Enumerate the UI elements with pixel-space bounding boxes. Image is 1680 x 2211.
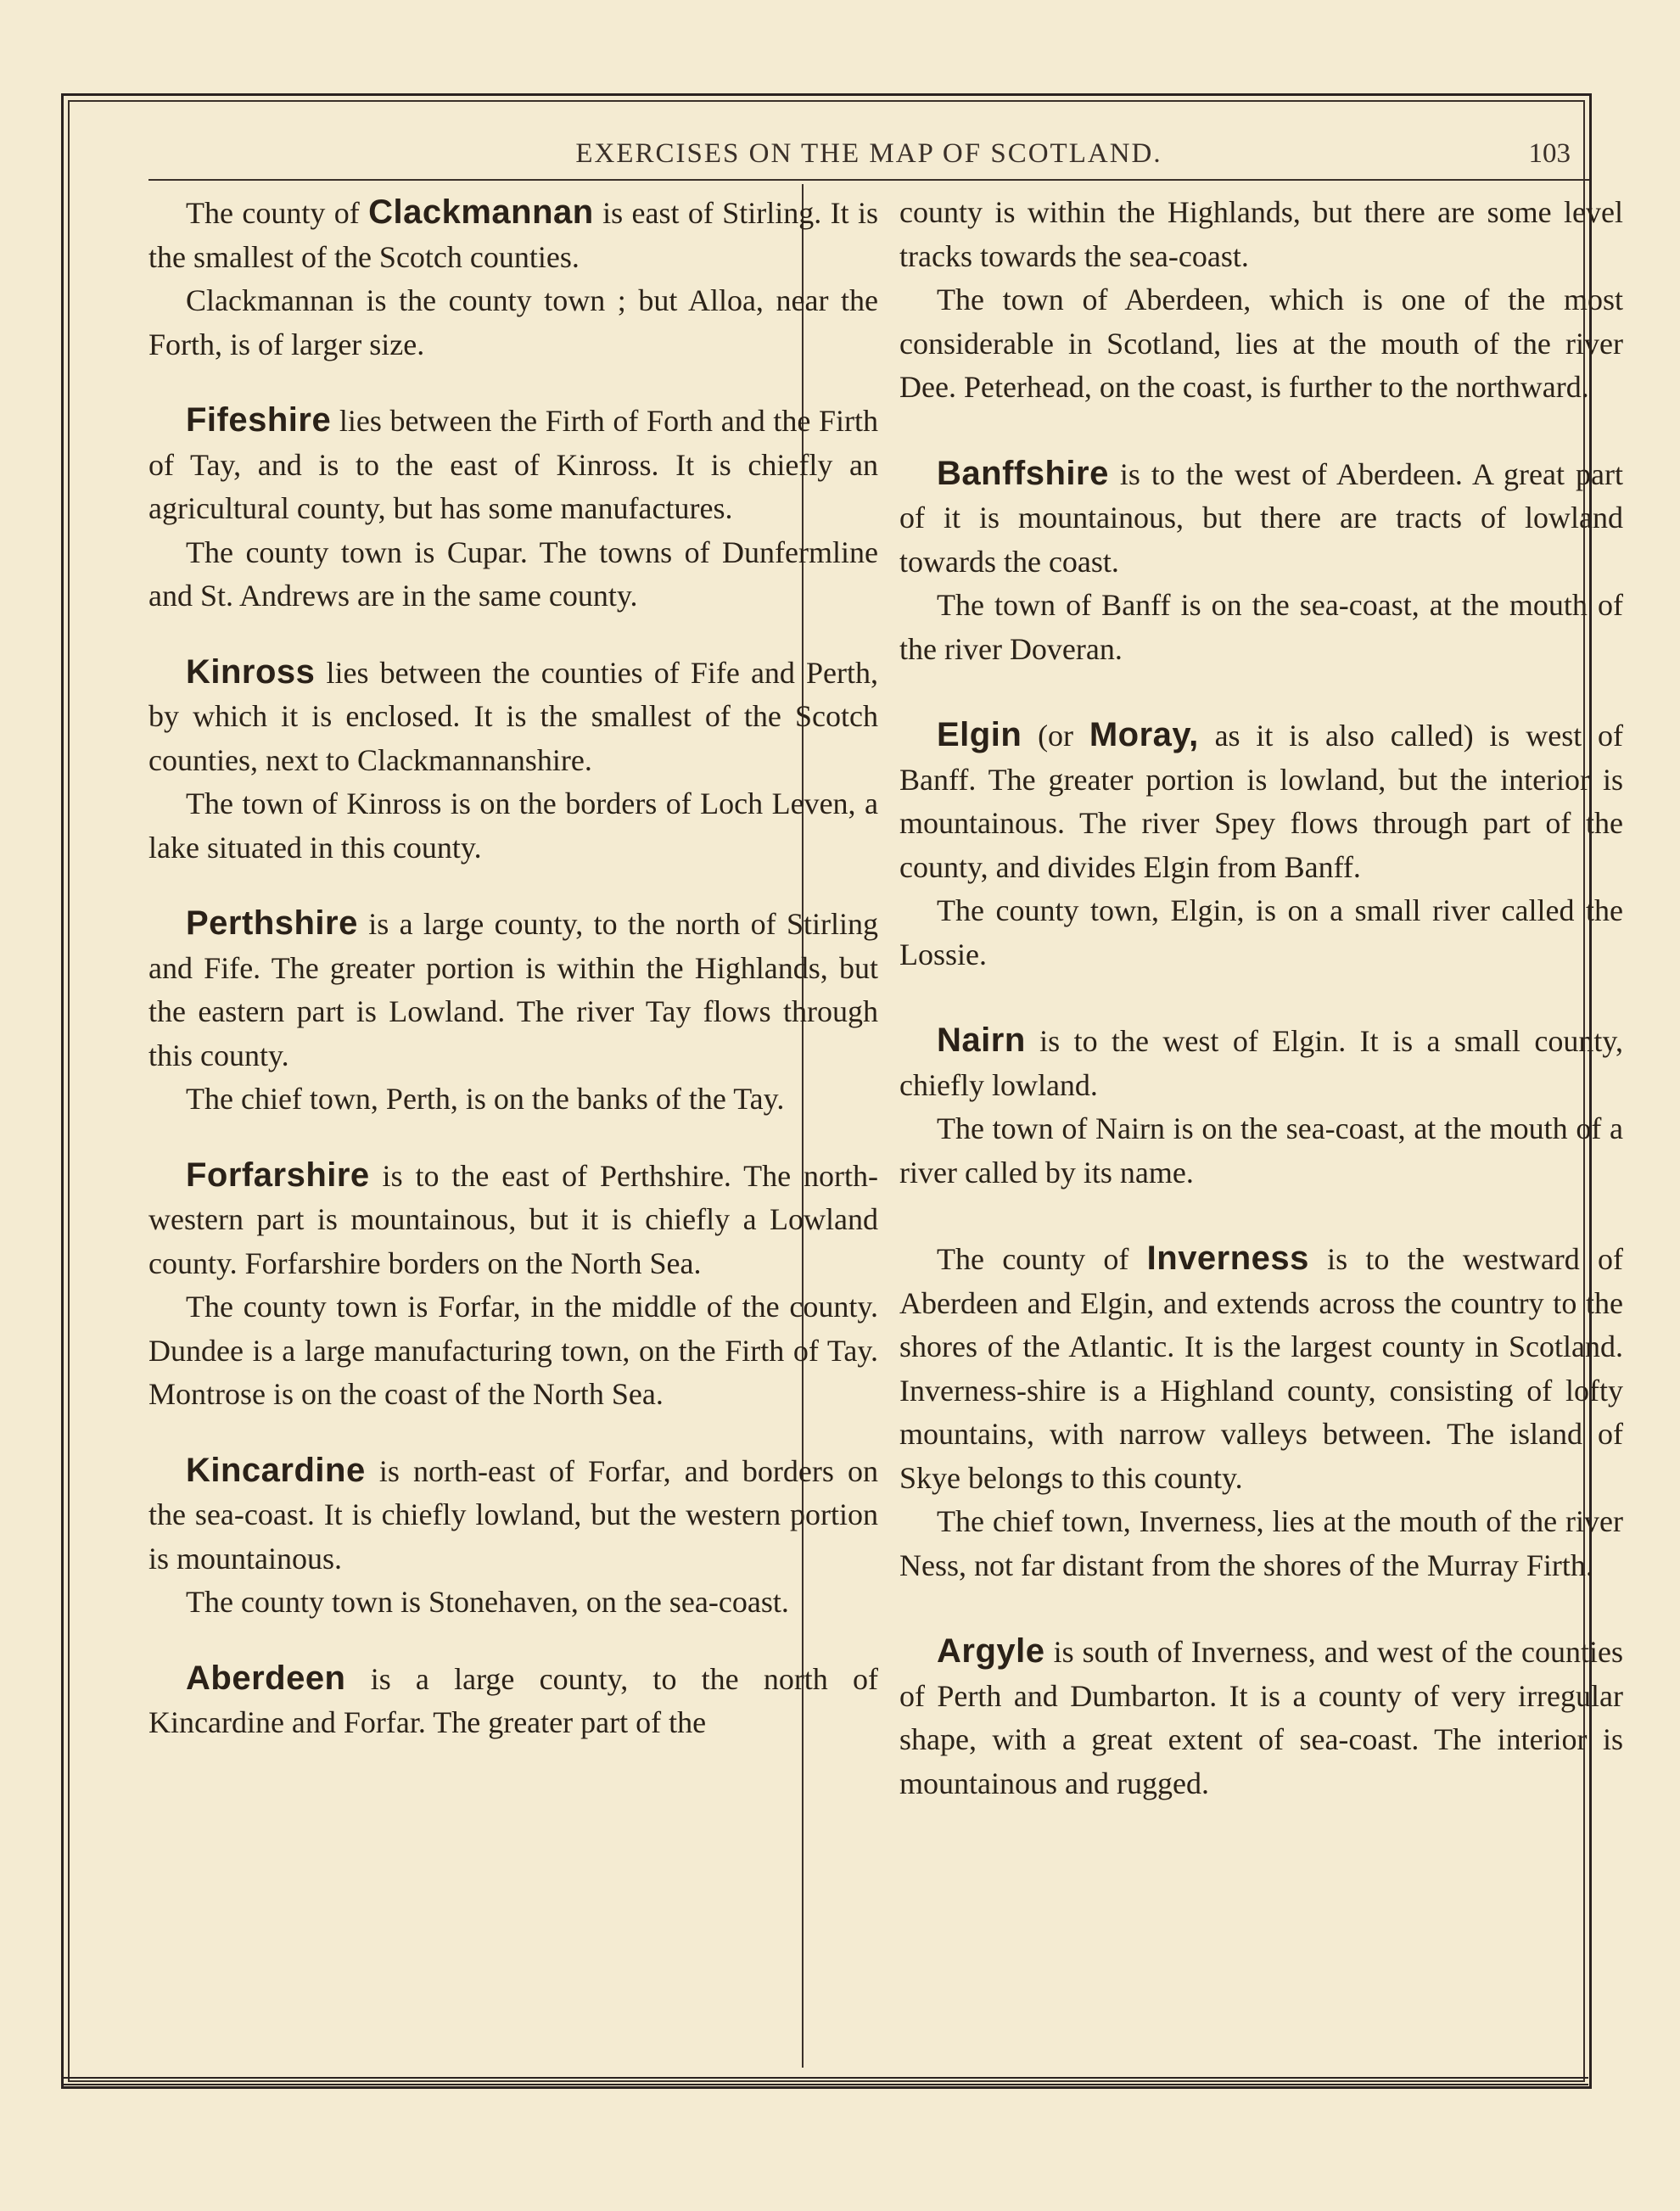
aberdeen-continued: county is within the Highlands, but there are some level tracks towards the sea-coast. [899, 195, 1623, 273]
county-name-kinross: Kinross [186, 652, 316, 691]
county-name-perthshire: Perthshire [186, 904, 358, 942]
page-frame [61, 93, 1624, 2089]
elgin-text: as it is also called) is west of Banff. The greater portion is lowland, but the interior is mountainous. The river Spey flows through part of the county, and divides Elgin from Banff. [899, 719, 1623, 884]
county-name-clackmannan: Clackmannan [368, 193, 594, 231]
text-columns [148, 191, 1642, 2151]
page-title: EXERCISES ON THE MAP OF SCOTLAND. [575, 138, 1162, 169]
county-name-fifeshire: Fifeshire [186, 401, 332, 439]
county-name-banffshire: Banffshire [937, 454, 1109, 492]
kincardine-text: is north-east of Forfar, and borders on the sea-coast. It is chiefly lowland, but the western portion is mountainous. [148, 1453, 878, 1576]
forfarshire-paragraph [148, 1154, 878, 1286]
elgin-paragraph [899, 714, 1623, 889]
county-name-argyle: Argyle [937, 1632, 1045, 1670]
county-name-nairn: Nairn [937, 1022, 1026, 1059]
clackmannan-intro: The county of [186, 196, 369, 230]
page-number: 103 [1528, 138, 1571, 169]
elgin-aside: (or [1022, 719, 1089, 753]
county-name-aberdeen: Aberdeen [186, 1659, 346, 1697]
running-header [148, 128, 1589, 181]
argyle-paragraph [899, 1630, 1623, 1805]
perthshire-text: is a large county, to the north of Stirling and Fife. The greater portion is within the Highlands, but the eastern part is Lowland. The river Tay flows through this county. [148, 907, 878, 1072]
county-name-moray: Moray, [1089, 716, 1199, 753]
forfarshire-towns: The county town is Forfar, in the middle of the county. Dundee is a large manufacturing town, on the Firth of Tay. Montrose is on the coast of the North Sea. [148, 1290, 878, 1411]
forfarshire-text: is to the east of Perthshire. The north-western part is mountainous, but it is chiefly a Lowland county. Forfarshire borders on the North Sea. [148, 1158, 878, 1280]
perthshire-paragraph [148, 902, 878, 1078]
fifeshire-towns: The county town is Cupar. The towns of Dunfermline and St. Andrews are in the same county. [148, 535, 878, 613]
kinross-paragraph [148, 651, 878, 783]
nairn-text: is to the west of Elgin. It is a small county, chiefly lowland. [899, 1024, 1623, 1102]
aberdeen-towns: The town of Aberdeen, which is one of the most considerable in Scotland, lies at the mouth of the river Dee. Peterhead, on the coast, is further to the northward. [899, 283, 1623, 404]
left-column [148, 191, 878, 1745]
banffshire-text: is to the west of Aberdeen. A great part of it is mountainous, but there are tracts of lowland towards the coast. [899, 456, 1623, 579]
inverness-text: is to the westward of Aberdeen and Elgin, and extends across the country to the shores of the Atlantic. It is the largest county in Scotland. Inverness-shire is a Highland county, consisting of lofty mountains, with narrow valleys between. The island of Skye belongs to this county. [899, 1242, 1624, 1495]
banffshire-towns: The town of Banff is on the sea-coast, at the mouth of the river Doveran. [899, 588, 1623, 666]
county-name-elgin: Elgin [937, 716, 1022, 753]
elgin-towns: The county town, Elgin, is on a small river called the Lossie. [899, 893, 1623, 971]
inverness-towns: The chief town, Inverness, lies at the mouth of the river Ness, not far distant from the shores of the Murray Firth. [899, 1504, 1623, 1582]
clackmannan-towns: Clackmannan is the county town ; but Alloa, near the Forth, is of larger size. [148, 283, 878, 361]
kincardine-paragraph [148, 1449, 878, 1581]
argyle-text: is south of Inverness, and west of the counties of Perth and Dumbarton. It is a county of very irregular shape, with a great extent of sea-coast. The interior is mountainous and rugged. [899, 1635, 1623, 1800]
right-column [899, 191, 1623, 1805]
kinross-text: lies between the counties of Fife and Perth, by which it is enclosed. It is the smallest of the Scotch counties, next to Clackmannanshire. [148, 655, 878, 777]
perthshire-towns: The chief town, Perth, is on the banks of the Tay. [186, 1082, 785, 1116]
clackmannan-paragraph [148, 191, 878, 279]
bottom-rule [61, 2077, 1588, 2085]
aberdeen-text: is a large county, to the north of Kincardine and Forfar. The greater part of the [148, 1661, 878, 1739]
kinross-towns: The town of Kinross is on the borders of Loch Leven, a lake situated in this county. [148, 786, 878, 865]
nairn-towns: The town of Nairn is on the sea-coast, at the mouth of a river called by its name. [899, 1111, 1623, 1189]
county-name-inverness: Inverness [1146, 1240, 1309, 1277]
clackmannan-text: is east of Stirling. It is the smallest of the Scotch counties. [148, 196, 878, 274]
county-name-forfarshire: Forfarshire [186, 1156, 370, 1194]
county-name-kincardine: Kincardine [186, 1451, 366, 1489]
kincardine-towns: The county town is Stonehaven, on the sea-coast. [186, 1585, 789, 1619]
inverness-intro: The county of [937, 1242, 1147, 1276]
banffshire-paragraph [899, 452, 1623, 585]
aberdeen-paragraph [148, 1657, 878, 1745]
fifeshire-paragraph [148, 399, 878, 531]
inverness-paragraph [899, 1237, 1623, 1500]
nairn-paragraph [899, 1019, 1623, 1107]
fifeshire-text: lies between the Firth of Forth and the Firth of Tay, and is to the east of Kinross. It is chiefly an agricultural county, but has some manufactures. [148, 404, 878, 525]
